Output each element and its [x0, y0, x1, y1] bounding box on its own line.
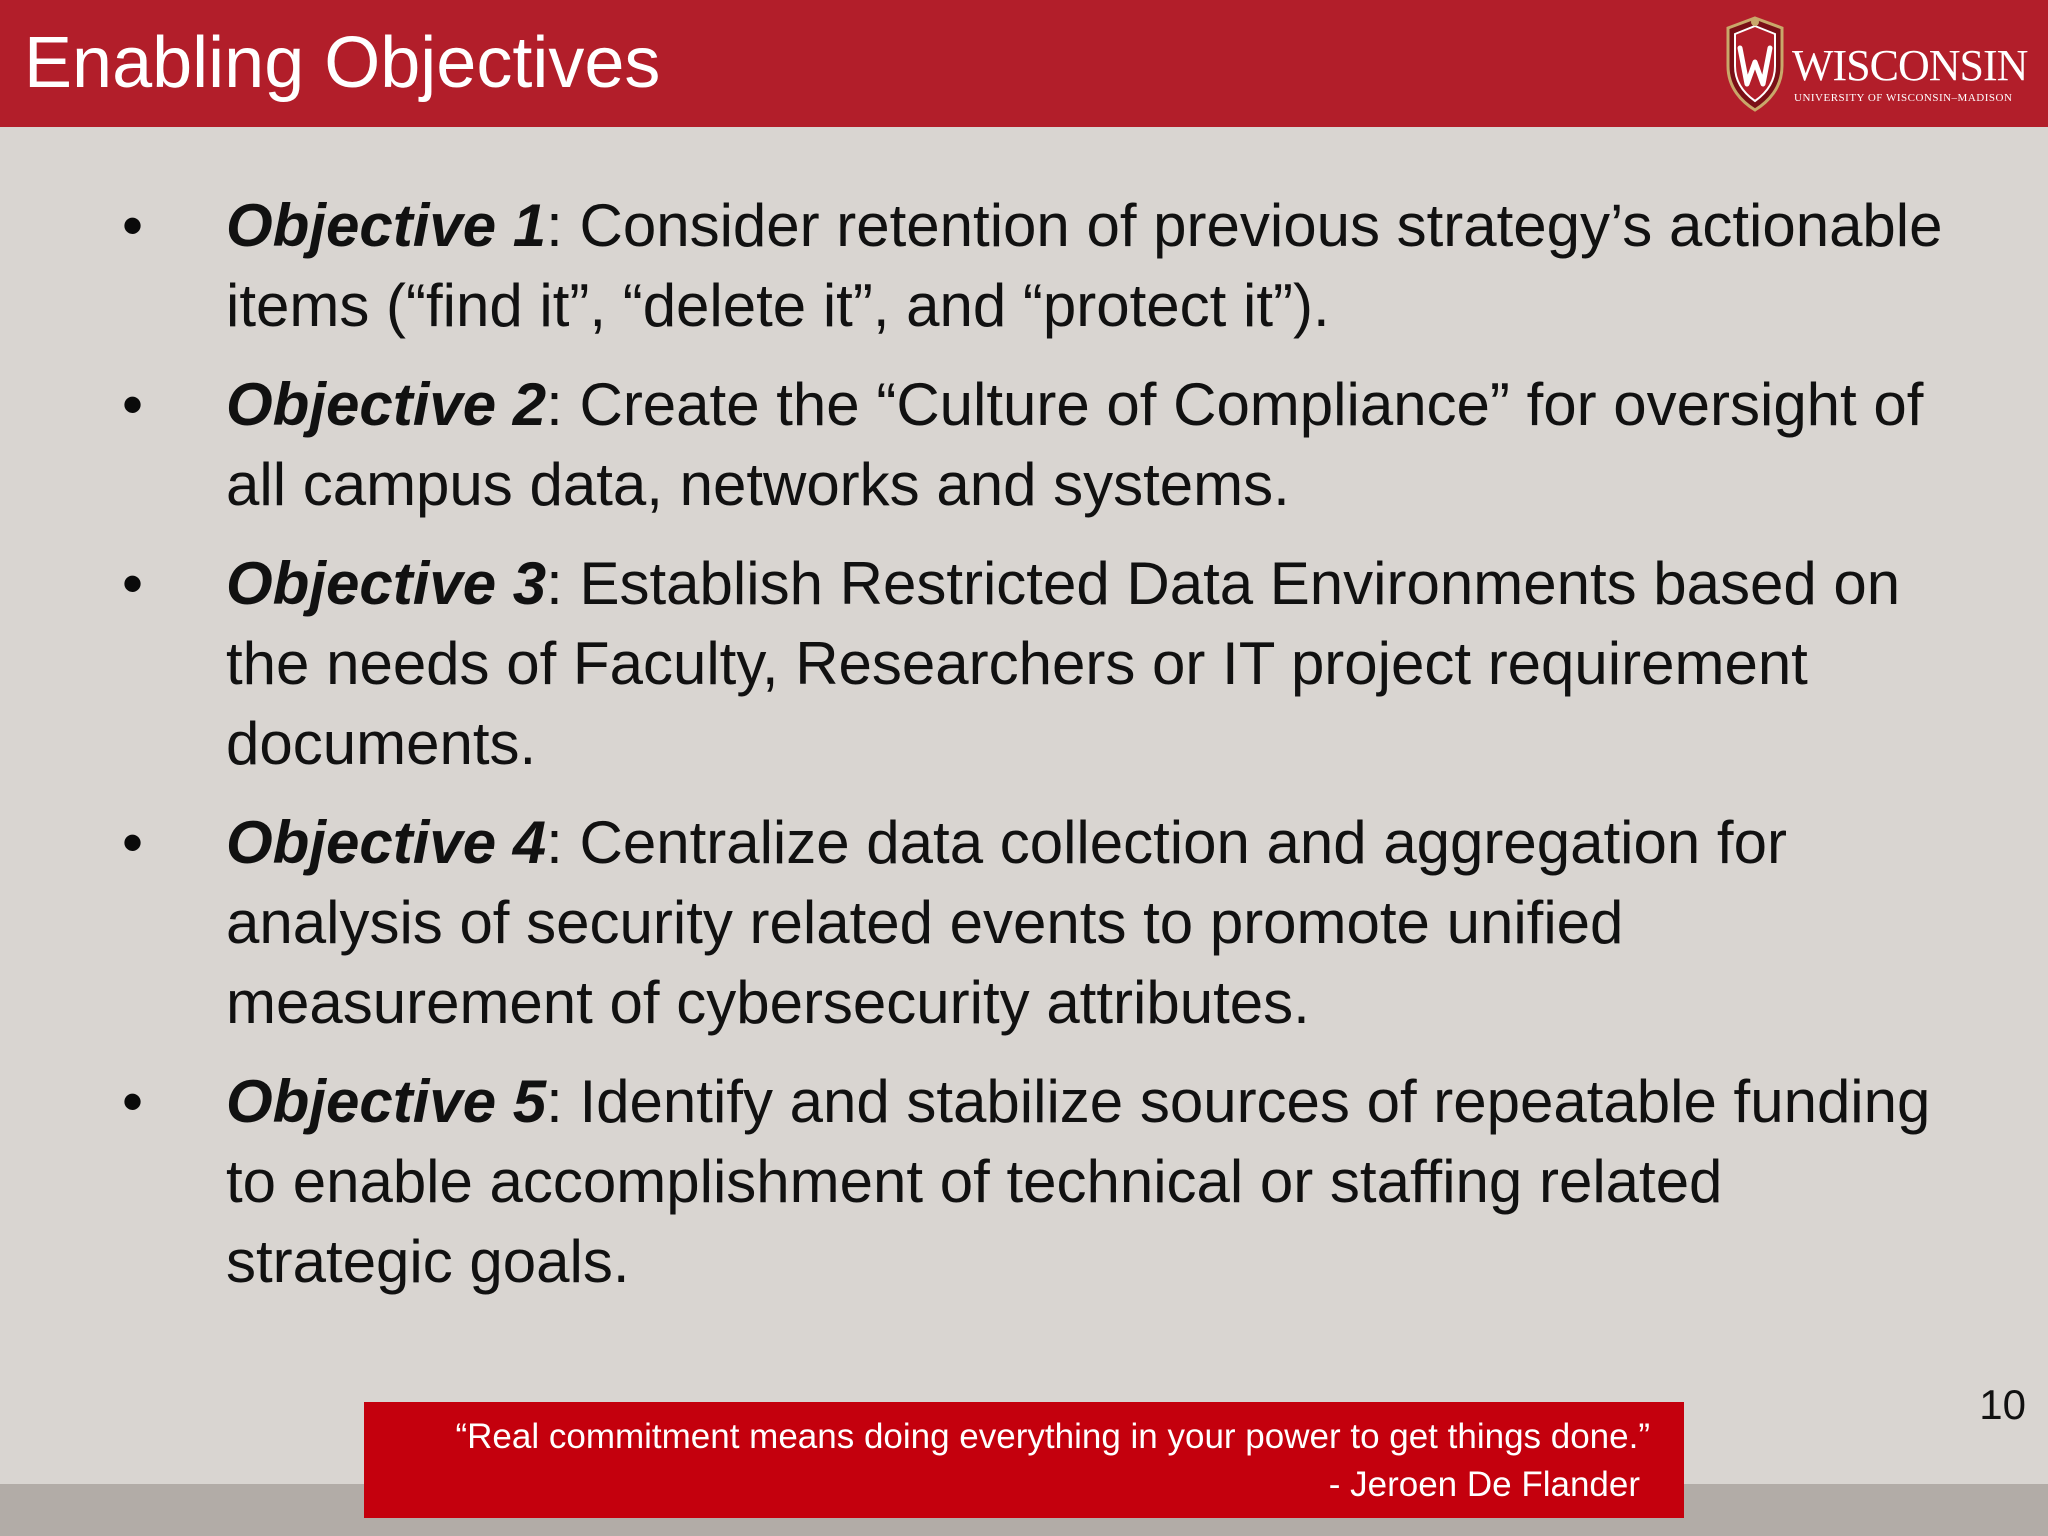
uw-crest-icon [1722, 14, 1788, 114]
bullet-icon: • [122, 371, 144, 438]
wisconsin-logo [1722, 14, 2028, 114]
list-item [0, 186, 2048, 346]
list-item [0, 544, 2048, 784]
objective-text [226, 544, 1956, 784]
logo-wordmark: WISCONSIN [1792, 41, 2028, 90]
objective-description: : Centralize data collection and aggregation for analysis of security related events to promote unified measurement of cybersecurity attributes. [226, 809, 1787, 1036]
page-number: 10 [1979, 1381, 2026, 1428]
list-item [0, 365, 2048, 525]
objective-text [226, 803, 1956, 1043]
header-bar [0, 0, 2048, 127]
objective-text [226, 186, 1956, 346]
objective-description: : Create the “Culture of Compliance” for oversight of all campus data, networks and systems. [226, 371, 1924, 518]
objective-text [226, 1062, 1956, 1302]
slide-title: Enabling Objectives [24, 23, 661, 103]
bullet-icon: • [122, 192, 144, 259]
list-item [0, 803, 2048, 1043]
objective-description: : Identify and stabilize sources of repeatable funding to enable accomplishment of technical or staffing related strategic goals. [226, 1068, 1931, 1295]
bullet-icon: • [122, 1068, 144, 1135]
quote-author: - Jeroen De Flander [1328, 1465, 1640, 1504]
bullet-icon: • [122, 550, 144, 617]
objective-label: Objective 1 [226, 192, 547, 259]
objectives-list [0, 186, 2048, 1321]
bullet-icon: • [122, 809, 144, 876]
objective-description: : Consider retention of previous strategy’s actionable items (“find it”, “delete it”, and “protect it”). [226, 192, 1943, 339]
objective-label: Objective 2 [226, 371, 547, 438]
quote-box [364, 1402, 1684, 1518]
objective-label: Objective 3 [226, 550, 547, 617]
objective-text [226, 365, 1956, 525]
logo-subtitle: UNIVERSITY OF WISCONSIN–MADISON [1794, 92, 2013, 104]
objective-description: : Establish Restricted Data Environments based on the needs of Faculty, Researchers or IT project requirement documents. [226, 550, 1901, 777]
objective-label: Objective 5 [226, 1068, 547, 1135]
objective-label: Objective 4 [226, 809, 547, 876]
list-item [0, 1062, 2048, 1302]
quote-text: “Real commitment means doing everything in your power to get things done.” [455, 1417, 1650, 1456]
